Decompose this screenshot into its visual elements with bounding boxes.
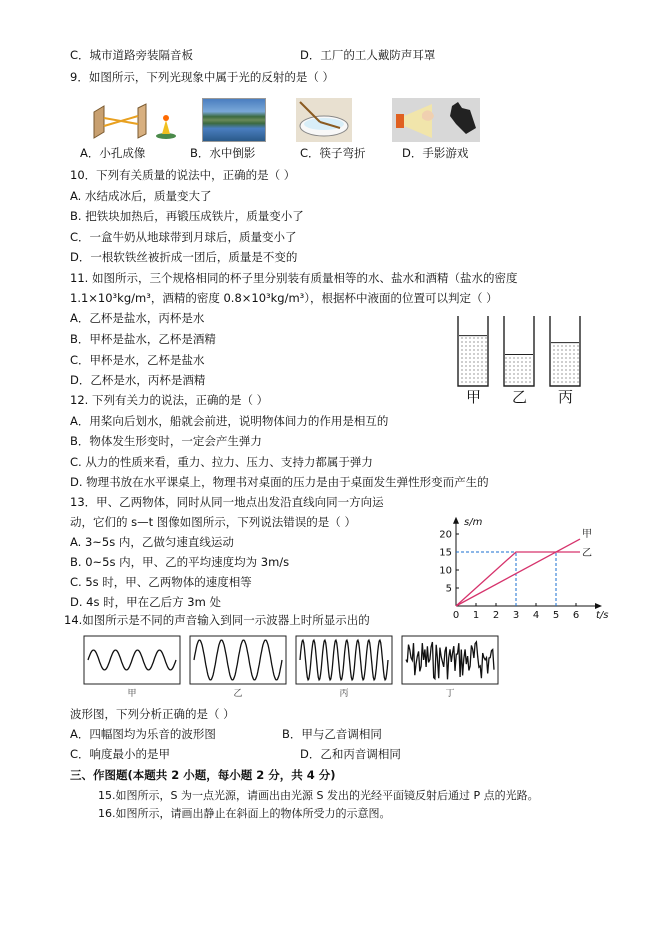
q14-stem-line1: 14.如图所示是不同的声音输入到同一示波器上时所显示出的 <box>64 613 370 627</box>
q10-option-c: C．一盒牛奶从地球带到月球后，质量变小了 <box>70 230 297 244</box>
q14-option-c: C．响度最小的是甲 <box>70 747 171 761</box>
q9-option-a: A．小孔成像 <box>80 146 146 160</box>
q16-text: 16.如图所示，请画出静止在斜面上的物体所受力的示意图。 <box>98 807 391 820</box>
section3-heading <box>70 768 336 782</box>
q11-option-d: D．乙杯是水，丙杯是酒精 <box>70 373 206 387</box>
q14-option-b: B．甲与乙音调相同 <box>282 727 382 741</box>
x-tick-label: 1 <box>472 610 480 621</box>
series-label-1: 乙 <box>582 548 592 559</box>
q11-stem-line2: 1.1×10³kg/m³，酒精的密度 0.8×10³kg/m³），根据杯中液面的位置可以判定（ ） <box>70 291 498 305</box>
cup-liquid-2 <box>551 343 579 386</box>
y-tick-label: 20 <box>439 529 452 541</box>
section3-title: 三、作图题 <box>70 768 128 782</box>
q11-option-a: A．乙杯是盐水，丙杯是水 <box>70 311 205 325</box>
cup-liquid-0 <box>459 336 487 386</box>
cups-figure <box>452 312 592 412</box>
waveform-label-0: 甲 <box>127 689 137 698</box>
q9-option-d: D．手影游戏 <box>402 146 469 160</box>
q12-option-b: B．物体发生形变时，一定会产生弹力 <box>70 434 262 448</box>
q11-option-c: C．甲杯是水，乙杯是盐水 <box>70 353 205 367</box>
waveform-label-3: 丁 <box>445 689 455 698</box>
x-tick-label: 3 <box>512 610 520 621</box>
q14-option-a: A．四幅图均为乐音的波形图 <box>70 727 216 741</box>
q9-stem: 9．如图所示，下列光现象中属于光的反射的是（ ） <box>70 70 334 84</box>
q10-option-b: B. 把铁块加热后，再锻压成铁片，质量变小了 <box>70 209 304 223</box>
series-label-0: 甲 <box>582 529 592 541</box>
x-tick-label: 5 <box>552 610 560 621</box>
x-tick-label: 4 <box>532 610 540 621</box>
x-axis-arrow <box>595 603 602 609</box>
hand-shadow-image <box>392 98 480 142</box>
q12-option-a: A．用桨向后划水，船就会前进，说明物体间力的作用是相互的 <box>70 414 389 428</box>
q14-option-d: D．乙和丙音调相同 <box>300 747 401 761</box>
q8-option-d: D．工厂的工人戴防声耳罩 <box>300 48 436 62</box>
waveform-label-2: 丙 <box>339 689 349 698</box>
series-line-1 <box>456 552 580 606</box>
y-tick-label: 15 <box>439 547 452 559</box>
q10-option-d: D．一根软铁丝被折成一团后，质量是不变的 <box>70 250 298 264</box>
cup-label-yi: 乙 <box>512 388 528 406</box>
st-chart <box>432 498 632 624</box>
q11-option-b: B．甲杯是盐水，乙杯是酒精 <box>70 332 216 346</box>
y-tick-label: 5 <box>445 583 452 595</box>
x-tick-label: 6 <box>572 610 580 621</box>
q10-stem: 10．下列有关质量的说法中，正确的是（ ） <box>70 168 296 182</box>
q10-option-a: A. 水结成冰后，质量变大了 <box>70 189 212 203</box>
chopsticks-image <box>296 98 352 142</box>
series-line-0 <box>456 539 580 606</box>
q12-option-d: D. 物理书放在水平课桌上，物理书对桌面的压力是由于桌面发生弹性形变而产生的 <box>70 475 489 489</box>
x-axis-label: t/s <box>596 610 609 621</box>
y-axis-label: s/m <box>464 516 483 528</box>
q13-option-a: A. 3~5s 内，乙做匀速直线运动 <box>70 535 234 549</box>
q13-stem-line2: 动，它们的 s—t 图像如图所示，下列说法错误的是（ ） <box>70 515 356 529</box>
q13-stem-line1: 13．甲、乙两物体，同时从同一地点出发沿直线向同一方向运 <box>70 495 384 509</box>
q12-option-c: C. 从力的性质来看，重力、拉力、压力、支持力都属于弹力 <box>70 455 373 469</box>
q14-stem-line2: 波形图，下列分析正确的是（ ） <box>70 707 235 721</box>
q9-option-b: B．水中倒影 <box>190 146 256 160</box>
cup-liquid-1 <box>505 355 533 387</box>
waveform-figure <box>82 634 502 698</box>
q11-stem-line1: 11. 如图所示，三个规格相同的杯子里分别装有质量相等的水、盐水和酒精（盐水的密度 <box>70 271 518 285</box>
cup-label-jia: 甲 <box>466 388 482 406</box>
x-tick-label: 0 <box>452 610 460 621</box>
section3-note: (本题共 2 小题，每小题 2 分，共 4 分) <box>127 768 336 782</box>
q13-option-d: D. 4s 时，甲在乙后方 3m 处 <box>70 595 221 609</box>
x-tick-label: 2 <box>492 610 500 621</box>
q13-option-b: B. 0~5s 内，甲、乙的平均速度均为 3m/s <box>70 555 290 569</box>
pinhole-image <box>88 98 184 142</box>
q8-option-c: C．城市道路旁装隔音板 <box>70 48 194 62</box>
waveform-label-1: 乙 <box>233 689 243 698</box>
cup-label-bing: 丙 <box>558 388 574 406</box>
reflection-image <box>202 98 266 142</box>
y-tick-label: 10 <box>439 565 452 577</box>
q12-stem: 12. 下列有关力的说法，正确的是（ ） <box>70 393 269 407</box>
y-axis-arrow <box>453 517 459 524</box>
q13-option-c: C. 5s 时，甲、乙两物体的速度相等 <box>70 575 252 589</box>
q15-text: 15.如图所示，S 为一点光源，请画出由光源 S 发出的光经平面镜反射后通过 P 点的光路。 <box>98 789 539 802</box>
q9-option-c: C．筷子弯折 <box>300 146 366 160</box>
